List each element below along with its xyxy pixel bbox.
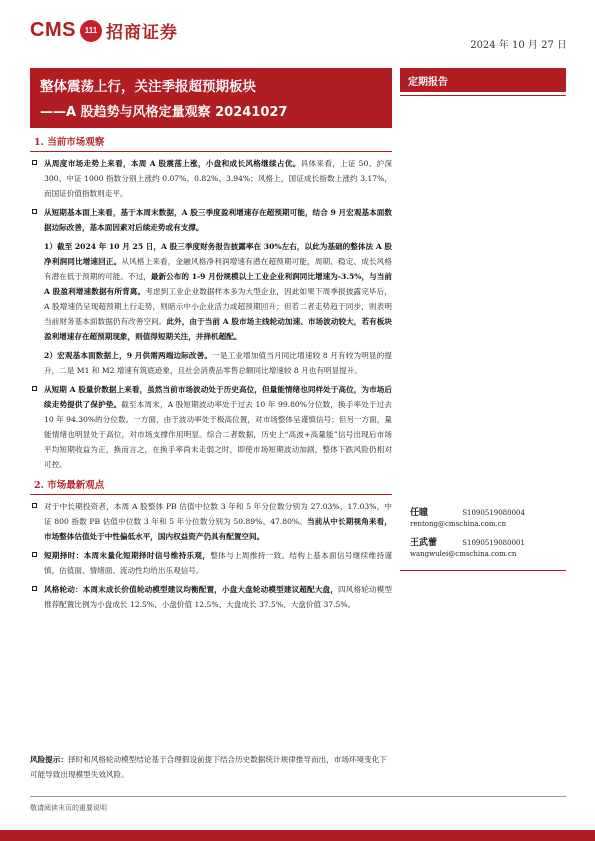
report-type-tag: 定期报告 [400, 68, 566, 92]
bullet-square-icon [32, 586, 37, 591]
bullet-square-icon [32, 209, 37, 214]
report-subtitle: ——A 股趋势与风格定量观察 20241027 [40, 105, 288, 120]
risk-disclaimer [30, 752, 392, 782]
logo-text-cn: 招商证券 [105, 23, 178, 43]
footer-bar [0, 830, 595, 841]
risk-text: 择时和风格轮动模型结论基于合理假设前提下结合历史数据统计规律推导而出，市场环境变化下可能导致出现模型失效风险。 [30, 755, 387, 779]
analyst-card [410, 535, 525, 558]
side-divider [400, 95, 566, 96]
company-logo [30, 18, 178, 43]
bullet-square-icon [32, 160, 37, 165]
bullet-fundamentals: 从短期基本面上来看，基于本周末数据，A 股三季度盈利增速存在超预期可能，结合 9 月宏观基本面数据边际改善，基本面因素对后续走势或有支撑。 [30, 205, 392, 235]
section-title-latest-views: 2. 市场最新观点 [30, 478, 392, 495]
analyst-card [410, 505, 525, 528]
analyst-email[interactable]: wangwulei@cmschina.com.cn [410, 550, 517, 558]
analyst-divider [400, 570, 566, 571]
page-header [0, 0, 595, 60]
footer-note: 敬请阅读末页的重要说明 [30, 804, 107, 812]
report-date: 2024 年 10 月 27 日 [470, 40, 567, 51]
analyst-email[interactable]: rentong@cmschina.com.cn [410, 520, 507, 528]
analyst-name: 任瞳 [410, 508, 429, 518]
analyst-name: 王武蕾 [410, 538, 438, 548]
bullet-square-icon [32, 552, 37, 557]
risk-label: 风险提示： [30, 755, 68, 764]
bullet-valuation: 对于中长期投资者，本周 A 股整体 PB 估值中位数 3 年和 5 年分位数分别为 27.03%、17.03%，中证 800 指数 PB 估值中位数 3 年和 5 年分位数分别为 50.89%、47.80%。当前从中长期视角来看，市场整体估值处于中性偏低水平，国内权益资产仍具有配置空间。 [30, 499, 392, 544]
bullet-volume-price: 从短期 A 股量价数据上来看，虽然当前市场波动处于历史高位，但量能情绪也同样处于高位，为市场后续走势提供了保护垫。截至本周末，A 股短期波动率处于过去 10 年 99.80%分位数，换手率处于过去 10 年 94.30%的分位数。一方面，由于波动率处于极高位置，对市场整体呈谨慎信号；但另一方面，量能情绪也明显处于高位，对市场支撑作用明显。综合二者数据，历史上“高波+高量能”信号出现后市场平均短期收益为正，换而言之，在换手率尚未走弱之时，即使市场短期波动加剧，整体下跌风险仍相对可控。 [30, 382, 392, 472]
logo-text-en: CMS [30, 19, 76, 41]
analyst-cert: S1090519080001 [462, 539, 525, 547]
report-title: 整体震荡上行，关注季报超预期板块 [40, 79, 256, 95]
bullet-timing: 短期择时：本周末量化短期择时信号维持乐观，整体与上周维持一致。结构上基本面信号继续维持谨慎，估值面、情绪面、流动性均给出乐观信号。 [30, 548, 392, 578]
report-title-banner [30, 68, 392, 128]
bullet-square-icon [32, 386, 37, 391]
bullet-style-rotation: 风格轮动：本周末成长价值轮动模型建议均衡配置，小盘大盘轮动模型建议超配大盘，四风格轮动模型推荐配置比例为小盘成长 12.5%、小盘价值 12.5%、大盘成长 37.5%、大盘价值 37.5%。 [30, 582, 392, 612]
section-title-market-observation: 1. 当前市场观察 [30, 135, 392, 152]
logo-badge-icon: 111 [80, 20, 102, 42]
bullet-weekly-trend: 从周度市场走势上来看，本周 A 股震荡上涨，小盘和成长风格继续占优。具体来看，上证 50、沪深 300、中证 1000 指数分别上涨约 0.07%、0.82%、3.94%；风格上，国证成长指数上涨约 3.17%，而国证价值指数则走平。 [30, 156, 392, 201]
para-earnings: 1）截至 2024 年 10 月 25 日，A 股三季度财务报告披露率在 30%左右，以此为基础的整体法 A 股净利润同比增速回正。从风格上来看，金融风格净利润增速有潜在超预期可能，周期、稳定、成长风格有潜在低于预期的可能。不过，最新公布的 1-9 月份规模以上工业企业利润同比增速为-3.5%，与当前 A 股盈利增速数据有所背离。考虑到工业企业数据样本多为大型企业，因此如果下周季报披露完毕后，A 股增速仍呈现超预期上行走势，则暗示中小企业活力或超预期回升；但若二者走势趋于同步，则表明当前财务基本面数据仍有改善空间。此外，由于当前 A 股市场主线轮动加速、市场波动较大，若有板块盈利增速存在超预期现象，则值得短期关注，并择机超配。 [44, 242, 393, 341]
analyst-cert: S1090519080004 [462, 509, 525, 517]
para-macro: 2）宏观基本面数据上，9 月供需两端边际改善。一是工业增加值当月同比增速较 8 月有较为明显的提升，二是 M1 和 M2 增速有筑底迹象，且社会消费品零售总额同比增速较 8 月也有明显提升。 [44, 351, 392, 375]
footer-divider [30, 796, 566, 797]
bullet-square-icon [32, 503, 37, 508]
main-content [30, 135, 392, 616]
